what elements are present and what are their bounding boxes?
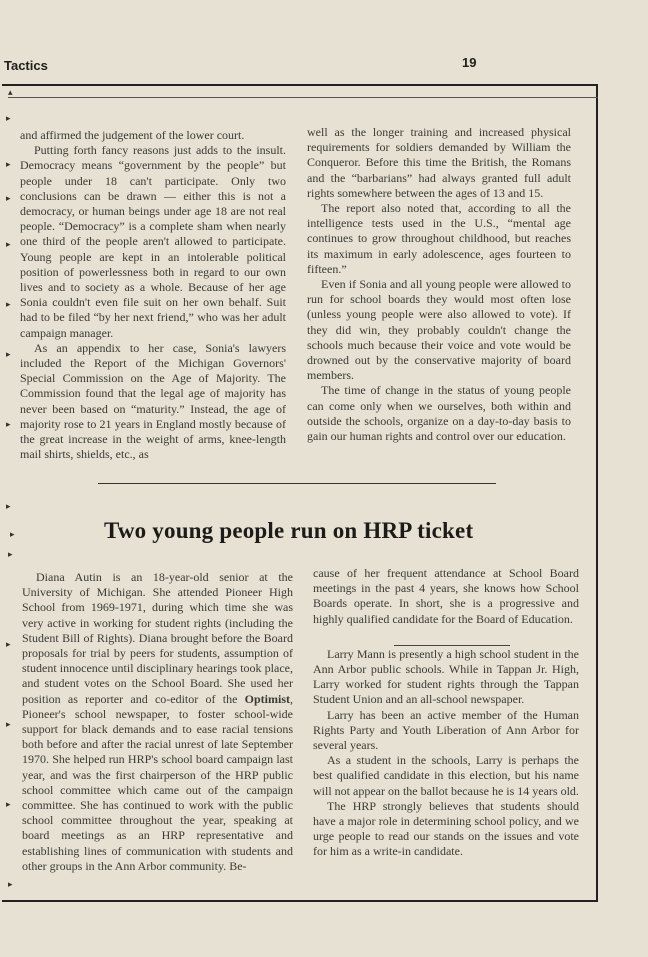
- margin-mark: ▸: [6, 239, 11, 249]
- paragraph: Larry Mann is presently a high school student in the Ann Arbor public schools. While in Tappan Jr. High, Larry worked for student rights through the Tappan Student Union and an all-school newspaper.: [313, 646, 579, 707]
- paragraph: [22, 570, 293, 874]
- margin-mark: ▸: [6, 349, 11, 359]
- paragraph: Putting forth fancy reasons just adds to the insult. Democracy means “government by the people” but people under 18 can't participate. Only two conclusions can be drawn — either this is not a democracy, or human beings under age 18 are not real people. “Democracy” is a complete sham when nearly one third of the people aren't allowed to participate. Young people are kept in an intolerable political position of powerlessness both in regard to our own lives and to society as a whole. Because of her age Sonia couldn't even file suit on her own behalf. Suit had to be filed “by her next friend,” who was her adult campaign manager.: [20, 143, 286, 340]
- margin-mark: ▸: [6, 639, 11, 649]
- margin-mark: ▸: [6, 113, 11, 123]
- margin-mark: ▸: [6, 719, 11, 729]
- paragraph: and affirmed the judgement of the lower court.: [20, 128, 245, 142]
- article-headline: Two young people run on HRP ticket: [104, 518, 474, 543]
- section-title: Tactics: [4, 58, 48, 73]
- margin-mark: ▸: [6, 799, 11, 809]
- section-divider: [98, 483, 496, 484]
- margin-mark: ▴: [8, 87, 13, 97]
- paragraph: cause of her frequent attendance at School Board meetings in the past 4 years, she knows how School Boards operate. In short, she is a progressive and highly qualified candidate for the Board of Education.: [313, 566, 579, 626]
- paragraph: The HRP strongly believes that students should have a major role in determining school policy, and we urge people to read our stands on the issues and vote for him as a write-in candidate.: [313, 798, 579, 859]
- article1-left-column: [20, 128, 286, 462]
- margin-mark: ▸: [6, 501, 11, 511]
- paragraph: As an appendix to her case, Sonia's lawyers included the Report of the Michigan Governors' Special Commission on the Age of Majority. The Commission found that the legal age of majority has never been based on “maturity.” Instead, the age of majority rose to 21 years in England mostly because of the great increase in the weight of arms, knee-length mail shirts, shields, etc., as: [20, 340, 286, 462]
- margin-mark: ▸: [8, 549, 13, 559]
- margin-mark: ▸: [6, 193, 11, 203]
- paragraph-text: Diana Autin is an 18-year-old senior at the University of Michigan. She attended Pioneer High School from 1969-1971, during which time she was very active in working for student rights (including the Student Bill of Rights). Diana brought before the Board proposals for trial by peers for students, assumption of student innocence until disciplinary hearings took place, and student votes on the School Board. She used her position as reporter and co-editor of the: [22, 570, 293, 706]
- paragraph: Larry has been an active member of the Human Rights Party and Youth Liberation of Ann Arbor for several years.: [313, 707, 579, 753]
- paragraph: well as the longer training and increased physical requirements for soldiers demanded by William the Conqueror. Before this time the British, the Romans and the “barbarians” had always granted full adult rights somewhere between the ages of 13 and 15.: [307, 125, 571, 200]
- article2-left-column: [22, 570, 293, 874]
- margin-mark: ▸: [6, 299, 11, 309]
- paragraph: The time of change in the status of young people can come only when we ourselves, both within and outside the schools, organize on a day-to-day basis to gain our human rights and control over our education.: [307, 383, 571, 444]
- article2-right-column: [313, 566, 579, 860]
- newspaper-name: Optimist: [244, 691, 290, 706]
- page-number: 19: [462, 55, 477, 70]
- margin-mark: ▸: [6, 419, 11, 429]
- paragraph: The report also noted that, according to all the intelligence tests used in the U.S., “mental age continues to grow throughout childhood, but reaches its maximum in early adolescence, ages fourteen to fifteen.”: [307, 201, 571, 276]
- margin-mark: ▸: [8, 879, 13, 889]
- paragraph: As a student in the schools, Larry is perhaps the best qualified candidate in this election, but his name will not appear on the ballot because he is 14 years old.: [313, 753, 579, 798]
- margin-mark: ▸: [10, 529, 15, 539]
- margin-mark: ▸: [6, 159, 11, 169]
- paragraph-text: , Pioneer's school newspaper, to foster school-wide support for black demands and to ease racial tensions both before and after the racial unrest of late September 1970. She helped run HRP's school board campaign last year, and was the first chairperson of the HRP public school committee which came out of the campaign committee. She has continued to work with the public school committee throughout the year, speaking at board meetings as an HRP representative and establishing lines of communication with students and other groups in the Ann Arbor community. Be-: [22, 691, 293, 873]
- article1-right-column: [307, 125, 571, 444]
- frame-rule: [8, 97, 598, 98]
- short-divider: [394, 645, 510, 646]
- paragraph: Even if Sonia and all young people were allowed to run for school boards they would most often lose (unless young people were also allowed to vote). If they did win, they probably couldn't change the schools much because their voice and vote would be drowned out by the conservative majority of board members.: [307, 277, 571, 383]
